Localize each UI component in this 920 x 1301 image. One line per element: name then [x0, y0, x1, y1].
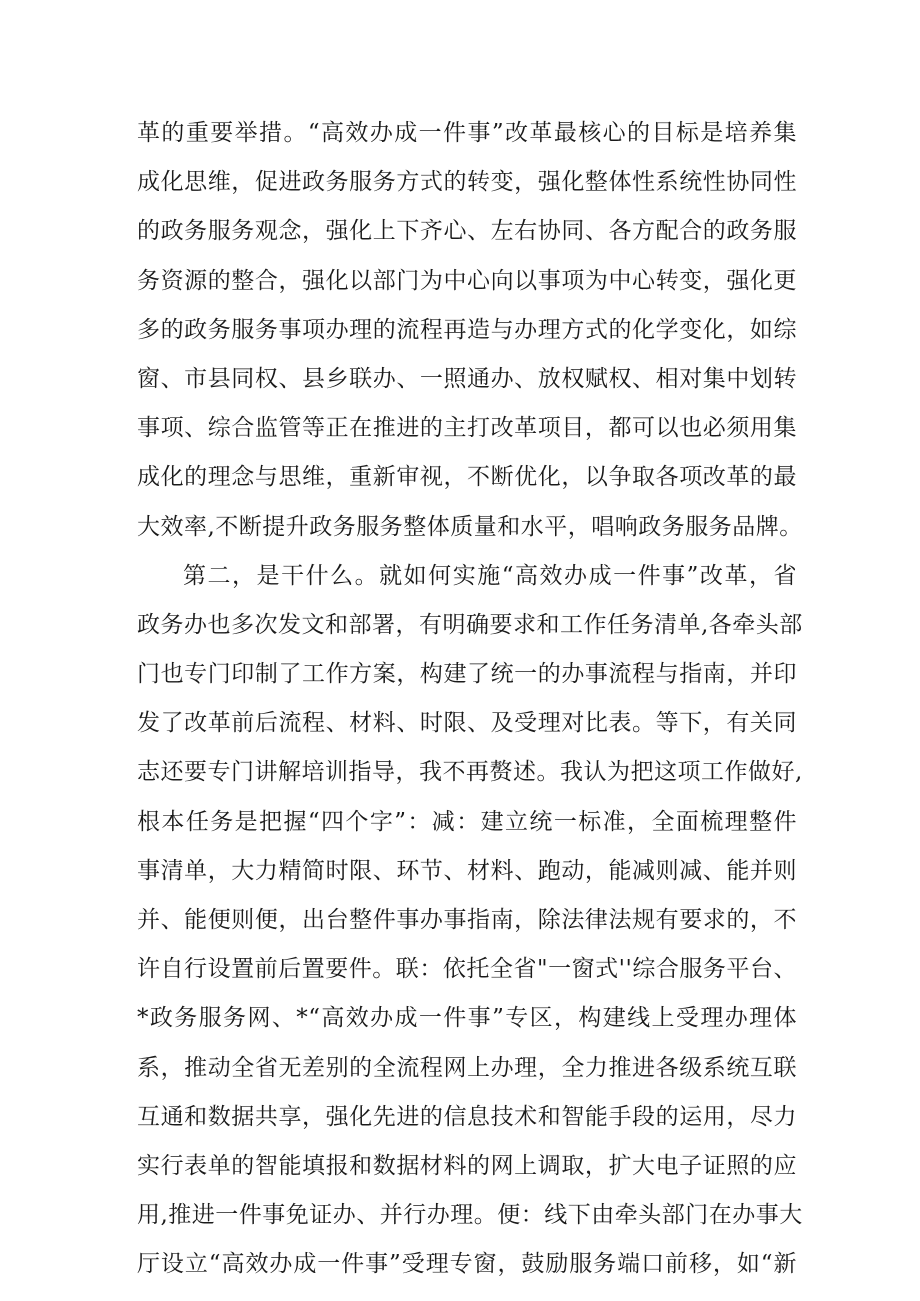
text-line-13: 发了改革前后流程、材料、时限、及受理对比表。等下，有关同 — [137, 710, 797, 737]
text-line-20: 系，推动全省无差别的全流程网上办理，全力推进各级系统互联 — [137, 1054, 797, 1081]
text-line-15: 根本任务是把握“四个字”：减：建立统一标准，全面梳理整件 — [137, 808, 797, 835]
body-text — [137, 109, 803, 1290]
text-line-18: 许自行设置前后置要件。联：依托全省"一窗式''综合服务平台、 — [137, 956, 797, 983]
text-line-21: 互通和数据共享，强化先进的信息技术和智能手段的运用，尽力 — [137, 1103, 797, 1130]
text-line-6: 窗、市县同权、县乡联办、一照通办、放权赋权、相对集中划转 — [137, 365, 797, 392]
text-line-12: 门也专门印制了工作方案，构建了统一的办事流程与指南，并印 — [137, 661, 797, 688]
text-line-14: 志还要专门讲解培训指导，我不再赘述。我认为把这项工作做好, — [137, 759, 803, 786]
text-line-16: 事清单，大力精简时限、环节、材料、跑动，能减则减、能并则 — [137, 857, 797, 884]
text-line-19: *政务服务网、*“高效办成一件事”专区，构建线上受理办理体 — [137, 1005, 797, 1032]
text-line-2: 成化思维，促进政务服务方式的转变，强化整体性系统性协同性 — [137, 169, 797, 196]
text-line-11: 政务办也多次发文和部署，有明确要求和工作任务清单,各牵头部 — [137, 611, 803, 638]
text-line-5: 多的政务服务事项办理的流程再造与办理方式的化学变化，如综 — [137, 316, 797, 343]
text-line-24: 厅设立“高效办成一件事”受理专窗，鼓励服务端口前移，如“新 — [137, 1251, 797, 1278]
text-line-3: 的政务服务观念，强化上下齐心、左右协同、各方配合的政务服 — [137, 218, 797, 245]
text-line-22: 实行表单的智能填报和数据材料的网上调取，扩大电子证照的应 — [137, 1152, 797, 1179]
text-line-8: 成化的理念与思维，重新审视，不断优化，以争取各项改革的最 — [137, 464, 797, 491]
text-line-23: 用,推进一件事免证办、并行办理。便：线下由牵头部门在办事大 — [137, 1202, 803, 1229]
text-line-7: 事项、综合监管等正在推进的主打改革项目，都可以也必须用集 — [137, 415, 797, 442]
text-line-1: 革的重要举措。“高效办成一件事”改革最核心的目标是培养集 — [137, 120, 797, 146]
text-line-9: 大效率,不断提升政务服务整体质量和水平，唱响政务服务品牌。 — [137, 513, 803, 540]
text-line-10: 第二，是干什么。就如何实施“高效办成一件事”改革，省 — [183, 562, 797, 589]
text-line-4: 务资源的整合，强化以部门为中心向以事项为中心转变，强化更 — [137, 267, 797, 294]
text-line-17: 并、能便则便，出台整件事办事指南，除法律法规有要求的，不 — [137, 907, 797, 933]
